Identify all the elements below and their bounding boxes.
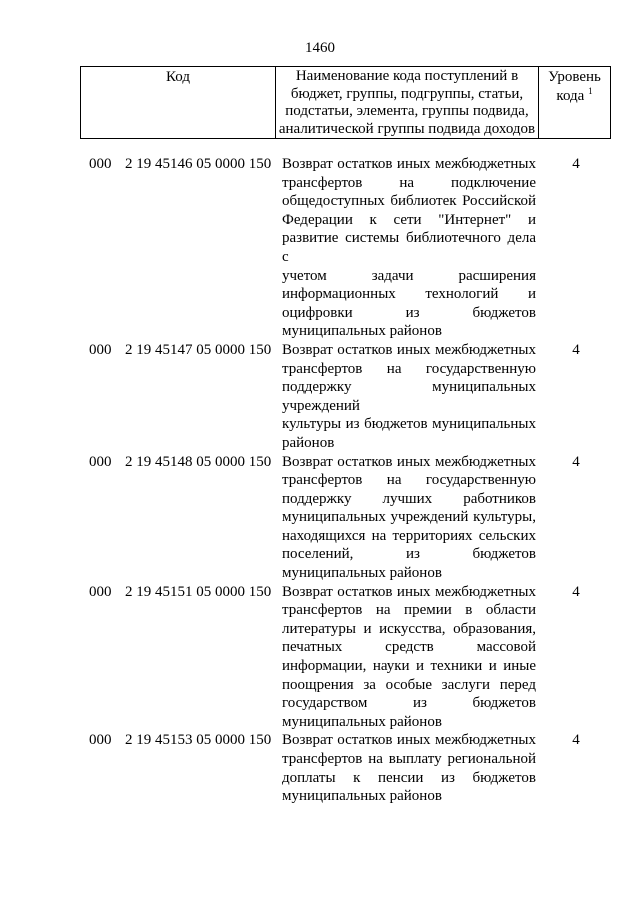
admin-code-cell: 000 — [89, 156, 112, 172]
header-name-line: аналитической группы подвида доходов — [278, 120, 536, 137]
revenue-code-cell: 2 19 45151 05 0000 150 — [125, 583, 272, 600]
header-name-column — [276, 67, 539, 138]
revenue-name-line: Возврат остатков иных межбюджетных — [282, 732, 536, 749]
revenue-name-line: муниципальных учреждений культуры, — [282, 509, 536, 526]
revenue-name-line: информации, науки и техники и иные — [282, 658, 536, 675]
header-level-line1: Уровень — [548, 69, 601, 85]
admin-code-cell: 000 — [89, 583, 112, 600]
revenue-code-cell: 2 19 45146 05 0000 150 — [125, 156, 272, 172]
revenue-name-line: трансфертов на подключение — [282, 174, 536, 191]
header-level-line2 — [539, 87, 610, 106]
header-level-column — [539, 67, 610, 138]
revenue-name-line: трансфертов на государственную — [282, 472, 536, 489]
revenue-name-line: государством из бюджетов — [282, 695, 536, 712]
revenue-name-line: Возврат остатков иных межбюджетных — [282, 453, 536, 470]
revenue-name-cell — [282, 453, 536, 583]
header-name-line: подстатьи, элемента, группы подвида, — [285, 103, 529, 119]
header-level-label: кода — [556, 88, 585, 104]
admin-code-cell: 000 — [89, 732, 112, 749]
revenue-name-line: трансфертов на выплату региональной — [282, 751, 536, 767]
revenue-name-cell — [282, 731, 536, 805]
revenue-name-line: муниципальных районов — [282, 565, 442, 582]
revenue-name-cell — [282, 155, 536, 341]
revenue-name-line: доплаты к пенсии из бюджетов — [282, 769, 536, 786]
revenue-name-line: трансфертов на государственную — [282, 360, 536, 377]
revenue-code-cell: 2 19 45148 05 0000 150 — [125, 453, 272, 470]
code-level-cell: 4 — [572, 453, 580, 470]
revenue-name-line: Возврат остатков иных межбюджетных — [282, 341, 536, 358]
revenue-name-line: общедоступных библиотек Российской — [282, 193, 536, 210]
admin-code-cell: 000 — [89, 341, 112, 358]
revenue-name-line: оцифровки из бюджетов — [282, 304, 536, 321]
revenue-name-line: трансфертов на премии в области — [282, 602, 536, 619]
revenue-name-line: муниципальных районов — [282, 323, 442, 340]
table-row — [0, 453, 640, 583]
footnote-marker: 1 — [588, 86, 593, 96]
code-level-cell: 4 — [572, 156, 580, 172]
revenue-name-line: муниципальных районов — [282, 788, 442, 805]
revenue-name-line: поощрения за особые заслуги перед — [282, 676, 536, 693]
code-level-cell: 4 — [572, 583, 580, 600]
code-level-cell: 4 — [572, 732, 580, 749]
revenue-code-cell: 2 19 45153 05 0000 150 — [125, 732, 272, 749]
table-body — [0, 155, 640, 806]
revenue-name-line: поддержку лучших работников — [282, 490, 536, 507]
revenue-name-line: Федерации к сети "Интернет" и — [282, 211, 536, 228]
revenue-name-cell — [282, 583, 536, 732]
table-row — [0, 341, 640, 453]
revenue-name-line: Возврат остатков иных межбюджетных — [282, 156, 536, 172]
revenue-name-line: информационных технологий и — [282, 286, 536, 303]
revenue-name-line: культуры из бюджетов муниципальных — [282, 416, 536, 433]
table-row — [0, 583, 640, 732]
revenue-name-line: районов — [282, 434, 335, 451]
code-level-cell: 4 — [572, 341, 580, 358]
revenue-name-cell — [282, 341, 536, 453]
revenue-name-line: поддержку муниципальных учреждений — [282, 379, 536, 414]
table-row — [0, 731, 640, 805]
revenue-name-line: развитие системы библиотечного дела с — [282, 230, 536, 265]
header-name-line: Наименование кода поступлений в — [295, 68, 519, 84]
revenue-name-line: находящихся на территориях сельских — [282, 527, 536, 544]
revenue-name-line: поселений, из бюджетов — [282, 546, 536, 563]
header-name-line: бюджет, группы, подгруппы, статьи, — [290, 85, 524, 102]
table-header — [80, 66, 611, 139]
revenue-name-line: учетом задачи расширения — [282, 267, 536, 284]
table-row — [0, 155, 640, 341]
header-code-column: Код — [81, 67, 276, 138]
revenue-code-cell: 2 19 45147 05 0000 150 — [125, 341, 272, 358]
revenue-name-line: муниципальных районов — [282, 713, 442, 730]
revenue-name-line: печатных средств массовой — [282, 639, 536, 656]
revenue-name-line: литературы и искусства, образования, — [282, 620, 536, 637]
page-number: 1460 — [305, 40, 335, 56]
admin-code-cell: 000 — [89, 453, 112, 470]
revenue-name-line: Возврат остатков иных межбюджетных — [282, 583, 536, 600]
